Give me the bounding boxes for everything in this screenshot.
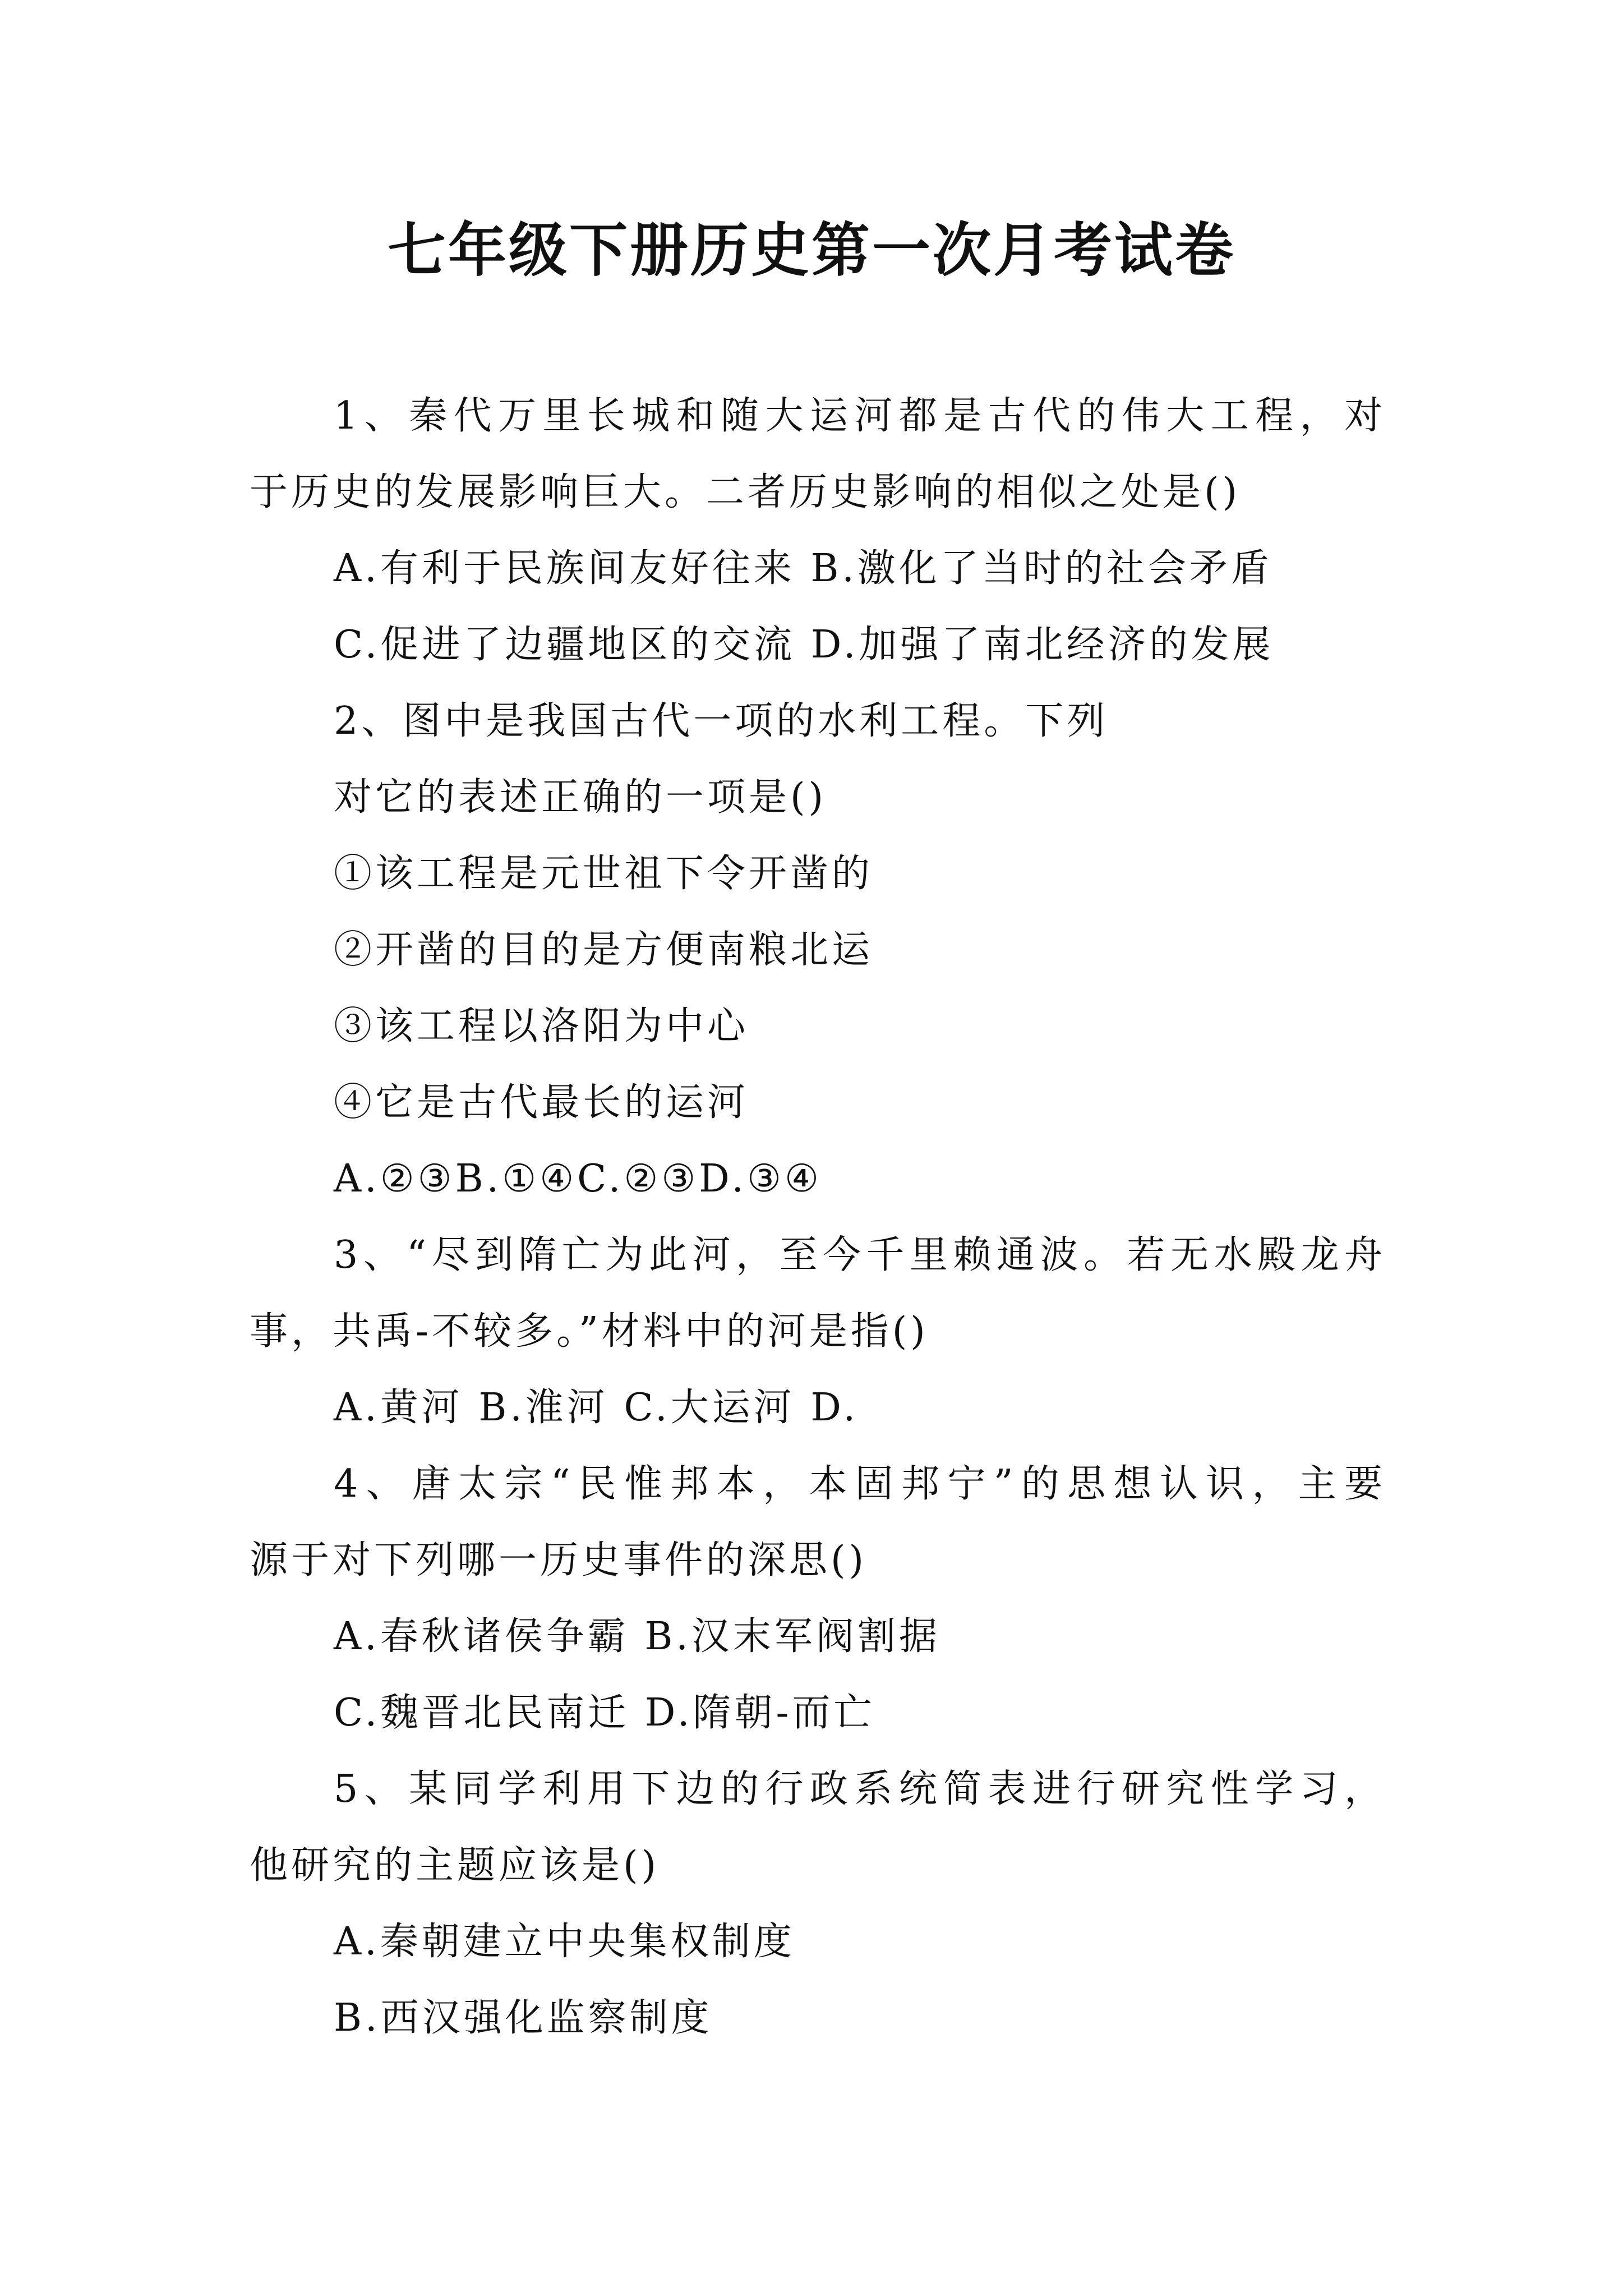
q1-stem-line2: 于历史的发展影响巨大。二者历史影响的相似之处是() bbox=[250, 470, 1241, 514]
q4-options-line2: C.魏晋北民南迁 D.隋朝-而亡 bbox=[334, 1691, 875, 1735]
q3-stem-line1: 3、“尽到隋亡为此河，至今千里赖通波。若无水殿龙舟 bbox=[334, 1233, 1382, 1277]
page-title: 七年级下册历史第一次月考试卷 bbox=[387, 215, 1235, 284]
q2-statement-2: ②开凿的目的是方便南粮北运 bbox=[334, 928, 874, 972]
q2-statement-1: ①该工程是元世祖下令开凿的 bbox=[334, 852, 874, 896]
q5-stem-line2: 他研究的主题应该是() bbox=[250, 1843, 660, 1888]
q1-options-line2: C.促进了边疆地区的交流 D.加强了南北经济的发展 bbox=[334, 623, 1274, 667]
q4-stem-line2: 源于对下列哪一历史事件的深思() bbox=[250, 1538, 868, 1582]
q3-stem-line2: 事，共禹-不较多。”材料中的河是指() bbox=[250, 1309, 929, 1354]
q4-options-line1: A.春秋诸侯争霸 B.汉末军阀割据 bbox=[334, 1614, 940, 1659]
q4-stem-line1: 4、唐太宗“民惟邦本，本固邦宁”的思想认识，主要 bbox=[334, 1462, 1382, 1506]
q5-option-a: A.秦朝建立中央集权制度 bbox=[334, 1920, 795, 1964]
q2-statement-4: ④它是古代最长的运河 bbox=[334, 1080, 749, 1125]
q1-options-line1: A.有利于民族间友好往来 B.激化了当时的社会矛盾 bbox=[334, 546, 1272, 591]
q5-option-b: B.西汉强化监察制度 bbox=[334, 1996, 713, 2040]
q2-stem-line2: 对它的表述正确的一项是() bbox=[334, 775, 827, 820]
q2-options: A.②③B.①④C.②③D.③④ bbox=[334, 1157, 822, 1201]
q2-stem-line1: 2、图中是我国古代一项的水利工程。下列 bbox=[334, 699, 1109, 743]
q5-stem-line1: 5、某同学利用下边的行政系统简表进行研究性学习， bbox=[334, 1767, 1382, 1811]
q3-options: A.黄河 B.淮河 C.大运河 D. bbox=[334, 1386, 859, 1430]
q2-statement-3: ③该工程以洛阳为中心 bbox=[334, 1004, 749, 1048]
q1-stem-line1: 1、秦代万里长城和随大运河都是古代的伟大工程，对 bbox=[334, 394, 1382, 438]
